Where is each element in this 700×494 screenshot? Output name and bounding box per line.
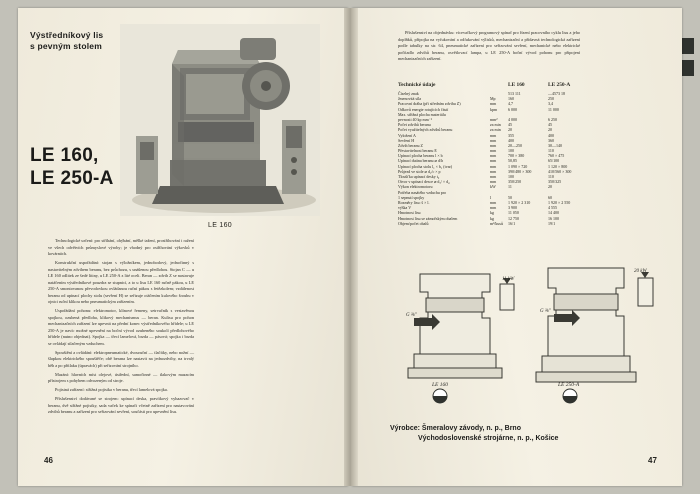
cell-le160: 100 <box>508 174 514 180</box>
cell-label: Zdvih beranu Z <box>398 142 423 148</box>
cell-le250: 45 <box>548 122 552 128</box>
cell-unit: mm² <box>490 116 498 122</box>
cell-unit: mm <box>490 158 497 164</box>
page-title <box>30 144 114 190</box>
page-number-left: 46 <box>44 456 53 465</box>
cell-le160: 355 <box>508 132 514 138</box>
paragraph-pojistna-zarizeni: Pojistná zařízení: střižná pojistka v beranu, třecí lamelová spojka. <box>55 387 168 393</box>
title-line-1: LE 160, <box>30 145 99 166</box>
cell-unit: za min <box>490 122 501 128</box>
technical-data-table <box>398 82 590 226</box>
cell-le160: 513 111 <box>508 91 521 97</box>
paragraph-prislusenstvi-se-strojem: Příslušenství dodávané se strojem: upínací deska, pravítkový vyhazovač v beranu, dvě střižné pojistky, sada vaček ke spínači včetně zařízení pro nastavování zdvihů beranu a zařízení pro seřizování sevření, součásti pro upevnění lisu. <box>48 396 194 415</box>
diagram-label-le250: LE 250-A <box>558 382 580 388</box>
header-line-1: Výstředníkový lis <box>30 30 104 40</box>
cell-label: Vyložení A <box>398 132 416 138</box>
cell-le250: 30—140 <box>548 142 562 148</box>
cell-le160: 100 <box>508 148 514 154</box>
table-body <box>398 91 590 226</box>
cell-le160: 400 <box>508 137 514 143</box>
cell-label: Jmenovitá síla <box>398 96 421 102</box>
cell-le250: 20 <box>548 127 552 133</box>
cell-label: Rozměry lisu: š × l. <box>398 199 430 205</box>
cell-label: Otvor v upínací desce ⌀ d₃/ × d₄ <box>398 179 450 185</box>
paragraph-mazani: Mazání: hlavních míst olejové, ústřední, samočinné — tlakovým mazacím přístrojem s pohybem odvozeným od stroje. <box>48 371 194 384</box>
cell-le250: 4 555 <box>548 205 557 211</box>
cell-le160: 20 <box>508 127 512 133</box>
header-line-2: s pevným stolem <box>30 41 102 52</box>
machine-photo <box>120 24 320 216</box>
cell-le160: 50,85 <box>508 158 517 164</box>
cell-le250: 11 000 <box>548 106 559 112</box>
cell-le160: 16/1 <box>508 220 516 226</box>
cell-le250: 400 <box>548 132 554 138</box>
paragraph-spousteni-ovladani: Spouštění a ovládání: elektropneumatické, dvouruční — tlačítky, nebo nožní — šlapkou elektrického spouštěče; obě berana lze nastavit na jednozdvihy, na trvalý běh a po přítlaku (úpravách) při seřizování strojního. <box>48 349 194 368</box>
cell-le250: 60 <box>548 194 552 200</box>
cell-le250: 110 <box>548 174 554 180</box>
cell-le250: 760 × 475 <box>548 153 565 159</box>
cell-le250: 14 400 <box>548 210 559 216</box>
cell-unit: mm <box>490 132 497 138</box>
cell-label: Max. střižná plocha materiálu <box>398 111 446 117</box>
cell-le250: —4573 18 <box>548 91 565 97</box>
cell-unit: mm <box>490 101 497 107</box>
cell-le160: 1 920 × 2 310 <box>508 199 531 205</box>
paragraph-konstrukcni-usporadani: Konstrukční uspořádání: stojan s výložníkem, jednobodový, jednočinný s nastavitelným zdvihem beranu, bez průchozu, s unášenou předlohou. Stojan C — u LE 160 odlitek ze šedé litiny, u LE 250-A z lité oceli. Beran — zdvih Z se nastavuje natáčením výstředníkové pouzdra se stupnicí, a to u lisu LE 160 ručně pákou, u LE 250-A smontovanou převodovkou ovládanou ruční pákou s řetězkolem; vzdálenost beranu od upínací plochy stolu (sevření H) se seřizuje otáčením kulového šroubu v ojnici ruční klikou nebo pneumatickým zařízením. <box>48 259 194 305</box>
cell-label: výška V <box>398 205 412 211</box>
cell-le160: 11 050 <box>508 210 519 216</box>
cell-le160: 11 <box>508 184 512 190</box>
cell-le160: 1 090 × 720 <box>508 163 528 169</box>
left-body-text <box>48 238 194 418</box>
cell-le250: 110 <box>548 148 554 154</box>
cell-le250: 410/560 × 300 <box>548 168 572 174</box>
cell-le160: 45 <box>508 122 512 128</box>
paragraph-technologicke-urceni: Technologické určení: pro stříhání, ohýbání, mělké tažení, prostřihování i ražení ve všech odvětvích průmyslové výroby; je vhodný pro ostřihování výkovků v kovárnách. <box>48 238 194 257</box>
cell-label: Průjezd ve stole ⌀ d₂/c × p <box>398 168 441 174</box>
cell-le250: 1 120 × 800 <box>548 163 568 169</box>
cell-le160: 160 <box>508 96 514 102</box>
air-label-left: G ⅜" <box>406 313 417 318</box>
cell-le160: 390/480 × 300 <box>508 168 532 174</box>
cell-label: Hmotnost lisu se zámořským obalem <box>398 215 458 221</box>
cell-label: Upínací plocha beranu l × b <box>398 153 443 159</box>
paragraph-usporadani-pohonu: Uspořádání pohonu: elektromotor, klínové řemeny, setrvačník s vestavěnou spojkou, ozubená předloha, klikový mechanismus — beran. Kulisu pro pohon mechanizačních zařízení lze upevnit na přední konec výstředníkového hřídele; u LE 250-A je navíc možné upevnění na boční vývod ozubeného soukolí předlohového hřídele (nutno objednat). Spojka — třecí lamelová, brzda — pásová; spojka i brzda se ovládají stlačeným vzduchem. <box>48 308 194 346</box>
cell-unit: mm <box>490 163 497 169</box>
air-label-right: G ⅜" <box>540 309 551 314</box>
cell-unit: mm <box>490 168 497 174</box>
cell-label: pevnosti 40 kp mm⁻¹ <box>398 116 433 122</box>
manufacturer-prefix: Výrobce: <box>390 425 420 432</box>
column-header-le160: LE 160 <box>508 82 525 88</box>
cell-unit: mm <box>490 148 497 154</box>
cell-le160: 12 750 <box>508 215 519 221</box>
cell-label: Upínací plocha stolu l₁ × b₁ (tvar) <box>398 163 453 169</box>
cell-le160: 3 900 <box>508 205 517 211</box>
cell-unit: mm <box>490 137 497 143</box>
cell-le250: 16 100 <box>548 215 559 221</box>
cell-label: Počet využitelných zdvihů beranu <box>398 127 453 133</box>
dimension-diagram <box>398 258 660 408</box>
diagram-label-le160: LE 160 <box>432 382 449 388</box>
cell-unit: mm <box>490 174 497 180</box>
manufacturer-footer <box>390 424 610 444</box>
manufacturer-line-2: Východoslovenské strojárne, n. p., Košice <box>418 435 559 443</box>
accessories-paragraph-wrap <box>398 30 580 63</box>
column-header-le250: LE 250-A <box>548 82 571 88</box>
cell-label: Odkovů energie rotujících částí <box>398 106 449 112</box>
cell-label: Objem/počet obalů <box>398 220 429 226</box>
cell-label: Přestavitelnost beranu E <box>398 148 437 154</box>
cell-le250: 6 250 <box>548 116 557 122</box>
table-row <box>398 221 590 226</box>
title-line-2: LE 250-A <box>30 168 114 190</box>
cell-label: 1 sepnutí spojky <box>398 194 425 200</box>
photo-caption: LE 160 <box>208 222 232 229</box>
cell-unit: mm <box>490 179 497 185</box>
cell-le250: 65/100 <box>548 158 560 164</box>
cell-unit: Mp <box>490 96 496 102</box>
cell-label: Číselný znak <box>398 91 419 97</box>
cell-label: Potřeba nasátého vzduchu pro <box>398 189 447 195</box>
cell-le250: 3,4 <box>548 101 553 107</box>
motor-label-left: 11 kW <box>502 277 515 282</box>
cell-le250: 350/325 <box>548 179 562 185</box>
cell-label: Hmotnost lisu <box>398 210 421 216</box>
manufacturer-line-1: Šmeralovy závody, n. p., Brno <box>421 425 521 432</box>
cell-unit: mm <box>490 199 497 205</box>
cell-le250: 20 <box>548 184 552 190</box>
cell-unit: kW <box>490 184 496 190</box>
cell-le160: 700 × 380 <box>508 153 525 159</box>
cell-unit: mm <box>490 142 497 148</box>
paragraph-prislusenstvi-objednavka: Příslušenství na objednávku: vícevačkový programový spínač pro řízení pracovního cyklu lisu a jeho doplňků, přípojka na vyfukování a odfukování výlisků, mechanizační a přídavná technologická zařízení podle tabulky na str. 64, pneumatické zařízení pro seřizování sevření, mechanické nebo elektrické počítadlo zdvihů beranu, osvětlovací lampa, u LE 250-A boční vývod pohonu pro připojení mechanizačních zařízení. <box>398 30 580 62</box>
cell-label: Tloušťka upínací desky t₀ <box>398 174 440 180</box>
cell-label: Výkon elektromotoru <box>398 184 433 190</box>
cell-unit: mm <box>490 153 497 159</box>
motor-label-right: 20 kW <box>634 269 647 274</box>
cell-le160: 4,7 <box>508 101 513 107</box>
cell-le160: 4 000 <box>508 116 517 122</box>
cell-le250: 1 920 × 2 550 <box>548 199 571 205</box>
cell-le160: 50 <box>508 194 512 200</box>
cell-unit: kg <box>490 215 494 221</box>
cell-le160: 6 000 <box>508 106 517 112</box>
book-gutter <box>344 8 358 486</box>
table-title: Technické údaje <box>398 82 436 88</box>
page-right <box>352 8 682 486</box>
cell-le160: 20—250 <box>508 142 522 148</box>
cell-unit: kg <box>490 210 494 216</box>
cell-label: Počet zdvihů beranu <box>398 122 431 128</box>
cell-unit: l <box>490 194 492 200</box>
cell-label: Sevření H <box>398 137 415 143</box>
cell-unit: kpm <box>490 106 498 112</box>
cell-unit: mm <box>490 205 497 211</box>
cell-le250: 19/1 <box>548 220 556 226</box>
page-number-right: 47 <box>648 456 657 465</box>
cell-unit: m³/kusů <box>490 220 503 226</box>
cell-le250: 360 <box>548 137 554 143</box>
cell-le160: 350/250 <box>508 179 522 185</box>
cell-unit: za min <box>490 127 501 133</box>
cell-le250: 250 <box>548 96 554 102</box>
cell-label: Pracovní dráha (při středním zdvihu Z) <box>398 101 461 107</box>
cell-label: Upínací dutina beranu ⌀ d/h <box>398 158 444 164</box>
